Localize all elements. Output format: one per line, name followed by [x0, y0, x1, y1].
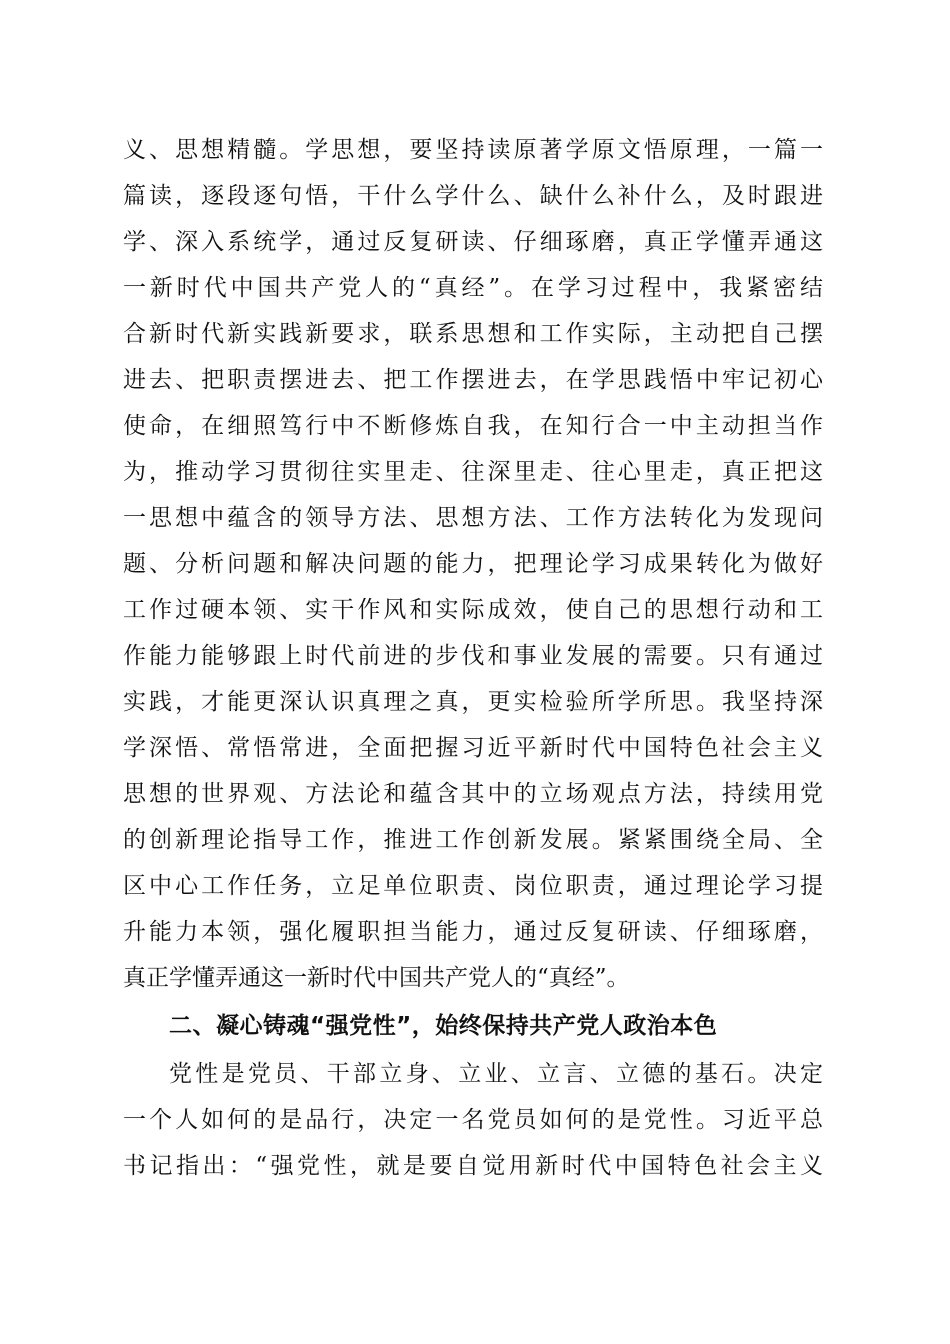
text-line: 思想的世界观、方法论和蕴含其中的立场观点方法，持续用党: [123, 781, 823, 807]
text-line: 一个人如何的是品行，决定一名党员如何的是党性。习近平总: [123, 1107, 823, 1133]
text-line: 的创新理论指导工作，推进工作创新发展。紧紧围绕全局、全: [123, 827, 823, 853]
paragraph-1: [123, 127, 823, 1001]
text-line: 题、分析问题和解决问题的能力，把理论学习成果转化为做好: [123, 551, 823, 577]
text-line: 区中心工作任务，立足单位职责、岗位职责，通过理论学习提: [123, 873, 823, 899]
text-line: 学、深入系统学，通过反复研读、仔细琢磨，真正学懂弄通这: [123, 229, 823, 255]
text-line: 真正学懂弄通这一新时代中国共产党人的“真经”。: [123, 965, 630, 991]
text-line: 篇读，逐段逐句悟，干什么学什么、缺什么补什么，及时跟进: [123, 183, 823, 209]
text-line: 进去、把职责摆进去、把工作摆进去，在学思践悟中牢记初心: [123, 367, 823, 393]
text-line: 书记指出：“强党性，就是要自觉用新时代中国特色社会主义: [123, 1153, 823, 1179]
text-line: 使命，在细照笃行中不断修炼自我，在知行合一中主动担当作: [123, 413, 823, 439]
text-line: 工作过硬本领、实干作风和实际成效，使自己的思想行动和工: [123, 597, 823, 623]
text-line: 合新时代新实践新要求，联系思想和工作实际，主动把自己摆: [123, 321, 823, 347]
text-line: 实践，才能更深认识真理之真，更实检验所学所思。我坚持深: [123, 689, 823, 715]
document-body: [123, 127, 823, 1189]
text-line: 升能力本领，强化履职担当能力，通过反复研读、仔细琢磨，: [123, 919, 823, 945]
text-line: 一新时代中国共产党人的“真经”。在学习过程中，我紧密结: [123, 275, 823, 301]
text-line: 学深悟、常悟常进，全面把握习近平新时代中国特色社会主义: [123, 735, 823, 761]
text-line: 作能力能够跟上时代前进的步伐和事业发展的需要。只有通过: [123, 643, 823, 669]
paragraph-2: [123, 1051, 823, 1189]
text-line: 一思想中蕴含的领导方法、思想方法、工作方法转化为发现问: [123, 505, 823, 531]
text-line: 为，推动学习贯彻往实里走、往深里走、往心里走，真正把这: [123, 459, 823, 485]
section-heading: 二、凝心铸魂“强党性”，始终保持共产党人政治本色: [169, 1013, 718, 1039]
text-line: 义、思想精髓。学思想，要坚持读原著学原文悟原理，一篇一: [123, 137, 823, 163]
text-line: 党性是党员、干部立身、立业、立言、立德的基石。决定: [169, 1061, 823, 1087]
